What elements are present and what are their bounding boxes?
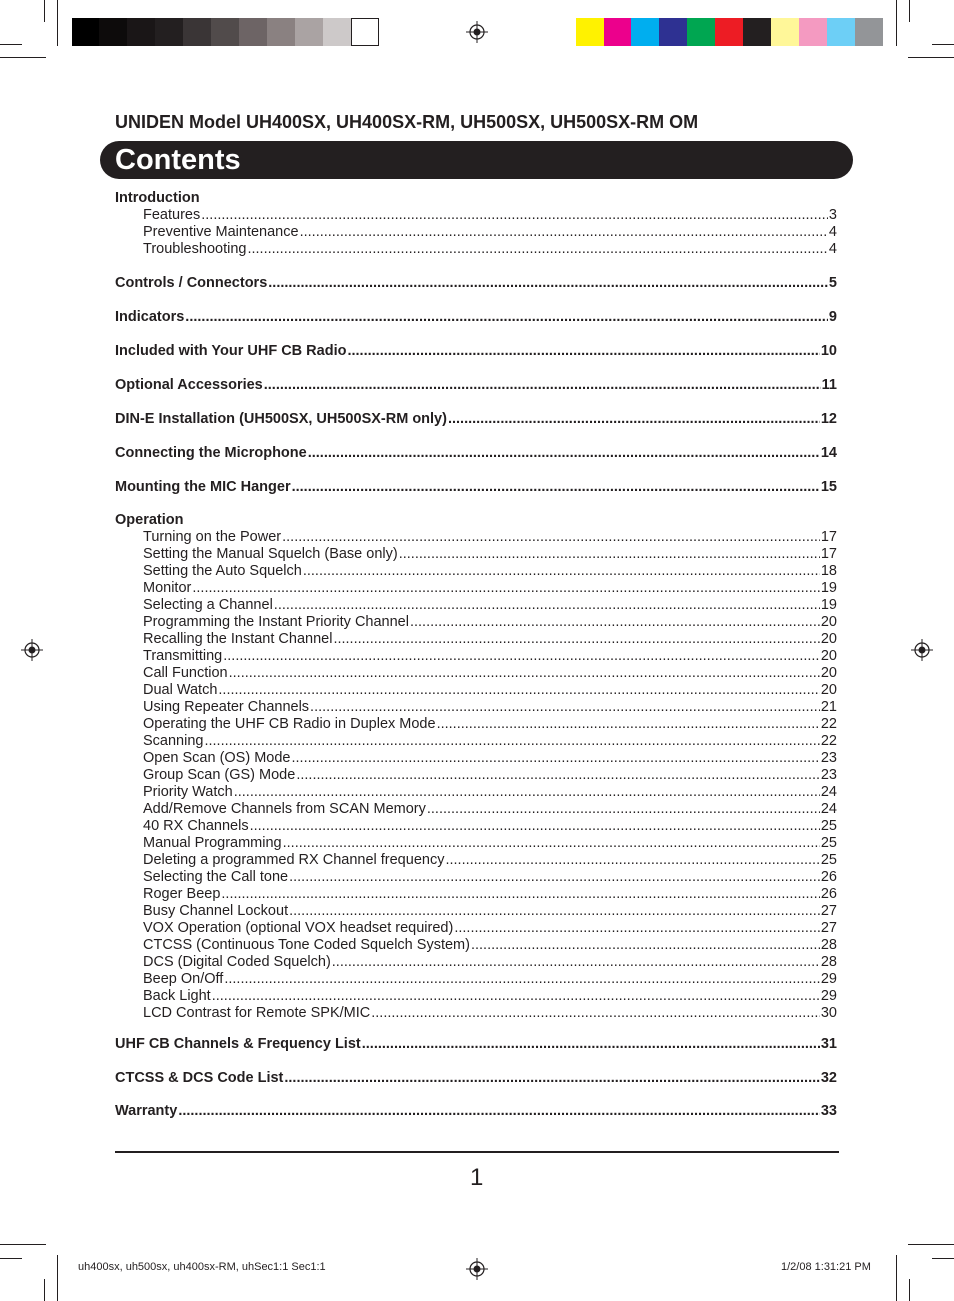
toc-entry-page: 29 [820, 988, 837, 1004]
toc-entry-page: 27 [820, 920, 837, 936]
toc-leader-dots [296, 767, 820, 784]
toc-entry-page: 20 [820, 631, 837, 647]
registration-mark-icon [911, 639, 933, 661]
toc-entry-label: 40 RX Channels [143, 818, 249, 834]
registration-mark-icon [466, 1258, 488, 1280]
toc-entry-page: 23 [820, 767, 837, 783]
toc-entry-label: Recalling the Instant Channel [143, 631, 333, 647]
toc-entry[interactable] [143, 767, 837, 784]
toc-entry-page: 15 [820, 479, 837, 495]
toc-entry-page: 17 [820, 529, 837, 545]
toc-entry[interactable] [115, 445, 837, 462]
toc-leader-dots [282, 529, 820, 546]
gray-swatch [239, 18, 267, 46]
toc-entry[interactable] [143, 869, 837, 886]
toc-entry-label: UHF CB Channels & Frequency List [115, 1036, 361, 1052]
toc-leader-dots [264, 377, 821, 394]
toc-entry-label: Roger Beep [143, 886, 221, 902]
gray-swatch [211, 18, 239, 46]
toc-entry-page: 12 [820, 411, 837, 427]
toc-entry-label: Included with Your UHF CB Radio [115, 343, 347, 359]
toc-leader-dots [347, 343, 819, 360]
toc-entry[interactable] [115, 411, 837, 428]
toc-entry-page: 26 [820, 886, 837, 902]
toc-entry[interactable] [143, 954, 837, 971]
toc-entry-page: 4 [828, 224, 837, 240]
color-swatch [631, 18, 659, 46]
toc-entry-page: 20 [820, 614, 837, 630]
toc-entry[interactable] [115, 512, 837, 529]
toc-leader-dots [308, 445, 820, 462]
toc-entry[interactable] [143, 1005, 837, 1022]
toc-entry-label: Busy Channel Lockout [143, 903, 289, 919]
toc-entry[interactable] [143, 665, 837, 682]
color-swatch [771, 18, 799, 46]
toc-leader-dots [437, 716, 820, 733]
toc-entry[interactable] [115, 377, 837, 394]
toc-entry-page: 20 [820, 682, 837, 698]
toc-entry[interactable] [143, 580, 837, 597]
toc-entry-page: 25 [820, 818, 837, 834]
toc-entry[interactable] [143, 937, 837, 954]
toc-entry[interactable] [143, 682, 837, 699]
toc-leader-dots [289, 869, 820, 886]
toc-entry-page: 29 [820, 971, 837, 987]
toc-entry[interactable] [143, 631, 837, 648]
toc-entry[interactable] [143, 988, 837, 1005]
toc-entry-label: Selecting the Call tone [143, 869, 289, 885]
color-swatch [604, 18, 632, 46]
toc-entry[interactable] [143, 614, 837, 631]
toc-leader-dots [427, 801, 820, 818]
toc-entry-page: 4 [828, 241, 837, 257]
toc-entry-page: 26 [820, 869, 837, 885]
contents-banner [100, 141, 853, 179]
toc-entry-label: Operating the UHF CB Radio in Duplex Mode [143, 716, 436, 732]
gray-swatch [127, 18, 155, 46]
color-swatch [715, 18, 743, 46]
toc-leader-dots [471, 937, 820, 954]
toc-entry[interactable] [143, 648, 837, 665]
toc-entry-page: 17 [820, 546, 837, 562]
toc-entry-page: 32 [820, 1070, 837, 1086]
toc-entry[interactable] [115, 309, 837, 326]
toc-leader-dots [448, 411, 820, 428]
toc-entry-label: Beep On/Off [143, 971, 224, 987]
toc-entry[interactable] [115, 190, 837, 207]
toc-entry[interactable] [115, 479, 837, 496]
toc-entry-label: Mounting the MIC Hanger [115, 479, 291, 495]
toc-entry-page: 24 [820, 784, 837, 800]
toc-entry-label: CTCSS & DCS Code List [115, 1070, 284, 1086]
toc-entry-label: Setting the Manual Squelch (Base only) [143, 546, 398, 562]
toc-leader-dots [292, 479, 820, 496]
toc-entry[interactable] [143, 546, 837, 563]
toc-entry-label: Group Scan (GS) Mode [143, 767, 296, 783]
toc-entry-label: Priority Watch [143, 784, 233, 800]
registration-mark-icon [466, 21, 488, 43]
toc-entry-label: DCS (Digital Coded Squelch) [143, 954, 331, 970]
toc-entry-page: 14 [820, 445, 837, 461]
toc-entry-page: 28 [820, 954, 837, 970]
toc-leader-dots [201, 207, 828, 224]
toc-entry-label: Transmitting [143, 648, 223, 664]
toc-entry-label: Using Repeater Channels [143, 699, 310, 715]
toc-leader-dots [399, 546, 820, 563]
toc-entry-label: Features [143, 207, 201, 223]
toc-leader-dots [274, 597, 820, 614]
toc-entry-page: 21 [820, 699, 837, 715]
toc-entry[interactable] [143, 801, 837, 818]
toc-leader-dots [178, 1103, 820, 1120]
toc-entry-page: 22 [820, 733, 837, 749]
toc-entry-label: Setting the Auto Squelch [143, 563, 302, 579]
toc-entry-label: Programming the Instant Priority Channel [143, 614, 409, 630]
toc-entry-page: 18 [820, 563, 837, 579]
toc-entry-label: Connecting the Microphone [115, 445, 307, 461]
toc-entry[interactable] [143, 241, 837, 258]
toc-leader-dots [371, 1005, 820, 1022]
toc-entry-page: 20 [820, 648, 837, 664]
toc-entry-label: Monitor [143, 580, 192, 596]
toc-entry-label: CTCSS (Continuous Tone Coded Squelch System) [143, 937, 470, 953]
toc-entry-page: 19 [820, 580, 837, 596]
toc-leader-dots [185, 309, 828, 326]
toc-leader-dots [292, 750, 820, 767]
toc-leader-dots [310, 699, 820, 716]
toc-entry[interactable] [143, 529, 837, 546]
toc-entry-page: 31 [820, 1036, 837, 1052]
toc-entry-label: Back Light [143, 988, 211, 1004]
gray-swatch [323, 18, 351, 46]
gray-swatch [99, 18, 127, 46]
divider [115, 1151, 839, 1153]
color-swatch [687, 18, 715, 46]
toc-leader-dots [218, 682, 819, 699]
model-title: UNIDEN Model UH400SX, UH400SX-RM, UH500SX, UH500SX-RM OM [115, 112, 699, 132]
page-title: Contents [115, 144, 241, 176]
toc-leader-dots [289, 903, 820, 920]
toc-entry-label: Preventive Maintenance [143, 224, 299, 240]
toc-entry-page: 30 [820, 1005, 837, 1021]
toc-entry[interactable] [115, 1070, 837, 1087]
toc-leader-dots [410, 614, 820, 631]
toc-entry-page: 20 [820, 665, 837, 681]
color-swatch [576, 18, 604, 46]
toc-entry-label: LCD Contrast for Remote SPK/MIC [143, 1005, 371, 1021]
toc-entry-label: Open Scan (OS) Mode [143, 750, 291, 766]
toc-leader-dots [284, 1070, 819, 1087]
toc-leader-dots [229, 665, 820, 682]
toc-entry[interactable] [143, 784, 837, 801]
footer-file-info: uh400sx, uh500sx, uh400sx-RM, uhSec1:1 Sec1:1 [78, 1261, 326, 1273]
toc-entry-label: Troubleshooting [143, 241, 247, 257]
toc-entry[interactable] [143, 224, 837, 241]
toc-entry[interactable] [143, 971, 837, 988]
toc-leader-dots [250, 818, 820, 835]
toc-leader-dots [454, 920, 820, 937]
toc-leader-dots [445, 852, 819, 869]
toc-leader-dots [221, 886, 819, 903]
toc-leader-dots [303, 563, 820, 580]
gray-swatch [72, 18, 100, 46]
toc-entry-label: Manual Programming [143, 835, 282, 851]
color-swatch [827, 18, 855, 46]
gray-swatch [267, 18, 295, 46]
toc-entry[interactable] [143, 207, 837, 224]
toc-entry-page: 10 [820, 343, 837, 359]
toc-entry-label: DIN-E Installation (UH500SX, UH500SX-RM only) [115, 411, 447, 427]
toc-entry[interactable] [115, 275, 837, 292]
toc-leader-dots [223, 648, 820, 665]
footer-timestamp: 1/2/08 1:31:21 PM [781, 1261, 871, 1273]
toc-leader-dots [212, 988, 820, 1005]
toc-leader-dots [300, 224, 828, 241]
toc-entry[interactable] [115, 1036, 837, 1053]
toc-leader-dots [283, 835, 820, 852]
gray-swatch [295, 18, 323, 46]
color-swatch [743, 18, 771, 46]
toc-entry-page: 27 [820, 903, 837, 919]
toc-entry[interactable] [143, 835, 837, 852]
toc-entry-label: Warranty [115, 1103, 178, 1119]
toc-leader-dots [234, 784, 820, 801]
toc-entry[interactable] [143, 818, 837, 835]
toc-entry-page: 24 [820, 801, 837, 817]
gray-swatch [155, 18, 183, 46]
toc-entry-label: VOX Operation (optional VOX headset required) [143, 920, 454, 936]
toc-leader-dots [332, 954, 820, 971]
toc-entry-label: Optional Accessories [115, 377, 263, 393]
toc-entry[interactable] [143, 852, 837, 869]
toc-entry[interactable] [143, 733, 837, 750]
toc-entry-label: Introduction [115, 190, 200, 206]
color-swatch [659, 18, 687, 46]
toc-entry-label: Selecting a Channel [143, 597, 273, 613]
toc-entry-label: Indicators [115, 309, 185, 325]
toc-entry[interactable] [143, 903, 837, 920]
toc-entry-page: 22 [820, 716, 837, 732]
toc-entry-page: 25 [820, 852, 837, 868]
toc-entry-page: 33 [820, 1103, 837, 1119]
toc-leader-dots [204, 733, 819, 750]
toc-entry-page: 25 [820, 835, 837, 851]
toc-entry[interactable] [115, 1103, 837, 1120]
toc-entry-label: Operation [115, 512, 184, 528]
toc-leader-dots [333, 631, 819, 648]
toc-entry[interactable] [143, 597, 837, 614]
toc-entry-label: Call Function [143, 665, 228, 681]
toc-entry-page: 11 [821, 377, 837, 393]
color-swatch [855, 18, 883, 46]
toc-leader-dots [268, 275, 828, 292]
toc-entry[interactable] [143, 886, 837, 903]
toc-entry-page: 3 [828, 207, 837, 223]
toc-entry-page: 19 [820, 597, 837, 613]
toc-entry-label: Scanning [143, 733, 204, 749]
toc-entry-label: Deleting a programmed RX Channel frequency [143, 852, 445, 868]
registration-mark-icon [21, 639, 43, 661]
toc-entry-label: Dual Watch [143, 682, 218, 698]
toc-entry-page: 23 [820, 750, 837, 766]
toc-entry-page: 28 [820, 937, 837, 953]
toc-entry-label: Add/Remove Channels from SCAN Memory [143, 801, 426, 817]
toc-entry[interactable] [143, 920, 837, 937]
toc-leader-dots [247, 241, 827, 258]
toc-entry[interactable] [143, 716, 837, 733]
gray-swatch [183, 18, 211, 46]
color-swatch [799, 18, 827, 46]
toc-leader-dots [362, 1036, 820, 1053]
toc-leader-dots [224, 971, 820, 988]
toc-entry[interactable] [143, 699, 837, 716]
page-number: 1 [470, 1164, 484, 1191]
toc-leader-dots [192, 580, 820, 597]
gray-swatch [351, 18, 379, 46]
toc-entry-page: 9 [828, 309, 837, 325]
toc-entry[interactable] [115, 343, 837, 360]
toc-entry-label: Controls / Connectors [115, 275, 268, 291]
toc-entry-page: 5 [828, 275, 837, 291]
toc-entry[interactable] [143, 563, 837, 580]
toc-entry-label: Turning on the Power [143, 529, 282, 545]
toc-entry[interactable] [143, 750, 837, 767]
